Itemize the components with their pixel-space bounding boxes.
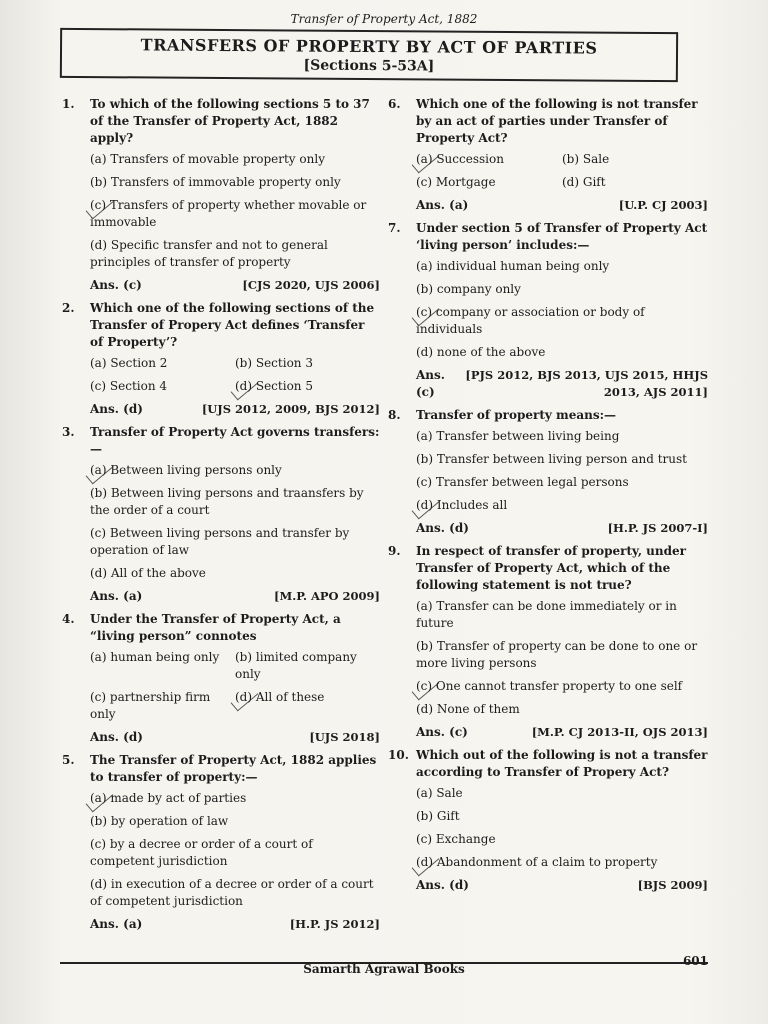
option-marked: (d) Includes all — [416, 497, 708, 514]
option: (d) All of the above — [90, 566, 206, 580]
option: (d) none of the above — [416, 345, 546, 359]
option: (a) Transfer can be done immediately or in future — [416, 599, 677, 630]
answer-row — [90, 277, 380, 294]
option: (a) Sale — [416, 786, 463, 800]
option: (b) Transfer between living person and trust — [416, 452, 687, 466]
question-text: Which one of the following sections of the Transfer of Propery Act defines ‘Transfer of Property’? — [90, 301, 375, 349]
option-marked: (a) made by act of parties — [90, 790, 380, 807]
option: (a) Section 2 — [90, 356, 168, 370]
option: (d) Specific transfer and not to general principles of transfer of property — [90, 238, 328, 269]
option-marked: (a) Succession — [416, 151, 562, 168]
answer: Ans. (c) — [416, 725, 468, 739]
publisher-name: Samarth Agrawal Books — [303, 962, 465, 976]
question-text: Transfer of property means:— — [416, 408, 617, 422]
answer-row — [90, 401, 380, 418]
question-number: 4. — [62, 612, 75, 626]
question-5 — [62, 752, 380, 933]
answer-source: [U.P. CJ 2003] — [618, 198, 708, 212]
left-column — [62, 96, 380, 939]
question-number: 3. — [62, 425, 75, 439]
chapter-title-box — [60, 28, 678, 82]
answer-row — [416, 520, 708, 537]
question-10 — [388, 747, 708, 894]
option: (a) individual human being only — [416, 259, 610, 273]
option: (b) Transfers of immovable property only — [90, 175, 341, 189]
question-text: Which one of the following is not transfer by an act of parties under Transfer of Property Act? — [416, 97, 698, 145]
answer-source: [UJS 2012, 2009, BJS 2012] — [201, 402, 380, 416]
option-marked: (d) Section 5 — [235, 378, 380, 395]
answer-source: [M.P. APO 2009] — [274, 589, 380, 603]
answer: Ans. (a) — [90, 589, 143, 603]
option: (b) by operation of law — [90, 814, 229, 828]
option-marked: (c) company or association or body of individuals — [416, 304, 708, 338]
option: (c) Mortgage — [416, 175, 496, 189]
question-number: 2. — [62, 301, 75, 315]
option-marked: (d) Abandonment of a claim to property — [416, 854, 708, 871]
question-3 — [62, 424, 380, 605]
answer-row — [416, 197, 708, 214]
option: (b) limited company only — [235, 650, 357, 681]
option: (b) Gift — [416, 809, 460, 823]
option-row — [416, 174, 708, 191]
right-column — [388, 96, 708, 900]
option: (b) Section 3 — [235, 356, 313, 370]
option: (c) Section 4 — [90, 379, 168, 393]
option-marked: (c) One cannot transfer property to one self — [416, 678, 708, 695]
answer: Ans. (d) — [90, 402, 143, 416]
answer-row — [416, 877, 708, 894]
answer-source: [PJS 2012, BJS 2013, UJS 2015, HHJS 2013, AJS 2011] — [465, 368, 708, 399]
option: (d) in execution of a decree or order of a court of competent jurisdiction — [90, 877, 374, 908]
question-7 — [388, 220, 708, 401]
answer: Ans. (c) — [90, 278, 142, 292]
answer-row — [90, 916, 380, 933]
option-row — [90, 689, 380, 723]
option: (b) Between living persons and traansfers by the order of a court — [90, 486, 364, 517]
answer-row — [416, 724, 708, 741]
option: (b) company only — [416, 282, 521, 296]
chapter-title: TRANSFERS OF PROPERTY BY ACT OF PARTIES — [140, 35, 598, 58]
question-text: The Transfer of Property Act, 1882 applies to transfer of property:— — [90, 753, 377, 784]
answer-source: [H.P. JS 2007-I] — [607, 521, 708, 535]
question-text: Under section 5 of Transfer of Property Act ‘living person’ includes:— — [416, 221, 708, 252]
option: (b) Transfer of property can be done to one or more living persons — [416, 639, 698, 670]
answer: Ans. (d) — [90, 730, 143, 744]
answer-source: [UJS 2018] — [309, 730, 380, 744]
option: (a) Transfers of movable property only — [90, 152, 325, 166]
answer-row — [416, 367, 708, 401]
question-text: In respect of transfer of property, under Transfer of Property Act, which of the following statement is not true? — [416, 544, 686, 592]
answer-row — [90, 588, 380, 605]
answer-source: [M.P. CJ 2013-II, OJS 2013] — [531, 725, 708, 739]
question-text: To which of the following sections 5 to 37 of the Transfer of Property Act, 1882 apply? — [90, 97, 370, 145]
question-number: 10. — [388, 748, 409, 762]
question-8 — [388, 407, 708, 537]
option: (c) Transfer between legal persons — [416, 475, 629, 489]
question-text: Under the Transfer of Property Act, a “living person” connotes — [90, 612, 341, 643]
answer-source: [BJS 2009] — [637, 878, 708, 892]
answer: Ans. (d) — [416, 878, 469, 892]
answer-source: [CJS 2020, UJS 2006] — [242, 278, 380, 292]
option-marked: (d) All of these — [235, 689, 380, 723]
answer: Ans. (d) — [416, 521, 469, 535]
question-2 — [62, 300, 380, 418]
option-row — [90, 355, 380, 372]
answer: Ans. (a) — [416, 198, 469, 212]
option: (c) partnership firm only — [90, 690, 211, 721]
question-number: 1. — [62, 97, 75, 111]
option: (d) Gift — [562, 175, 606, 189]
question-4 — [62, 611, 380, 746]
question-1 — [62, 96, 380, 294]
page-number: 601 — [682, 954, 708, 968]
option: (d) None of them — [416, 702, 520, 716]
option: (c) Exchange — [416, 832, 496, 846]
question-number: 8. — [388, 408, 401, 422]
option-row — [416, 151, 708, 168]
option: (b) Sale — [562, 152, 610, 166]
question-number: 7. — [388, 221, 401, 235]
question-number: 9. — [388, 544, 401, 558]
option: (a) human being only — [90, 650, 220, 664]
option-row — [90, 378, 380, 395]
question-9 — [388, 543, 708, 741]
option: (c) by a decree or order of a court of competent jurisdiction — [90, 837, 313, 868]
answer: Ans. (c) — [416, 368, 445, 399]
question-number: 6. — [388, 97, 401, 111]
option-row — [90, 649, 380, 683]
question-text: Transfer of Property Act governs transfers:— — [90, 425, 380, 456]
question-text: Which out of the following is not a transfer according to Transfer of Propery Act? — [416, 748, 708, 779]
option-marked: (c) Transfers of property whether movable or immovable — [90, 197, 380, 231]
option: (a) Transfer between living being — [416, 429, 620, 443]
chapter-subtitle: [Sections 5-53A] — [303, 57, 435, 75]
answer: Ans. (a) — [90, 917, 143, 931]
question-6 — [388, 96, 708, 214]
running-head: Transfer of Property Act, 1882 — [290, 12, 478, 26]
option-marked: (a) Between living persons only — [90, 462, 380, 479]
question-number: 5. — [62, 753, 75, 767]
answer-row — [90, 729, 380, 746]
answer-source: [H.P. JS 2012] — [289, 917, 380, 931]
option: (c) Between living persons and transfer by operation of law — [90, 526, 350, 557]
